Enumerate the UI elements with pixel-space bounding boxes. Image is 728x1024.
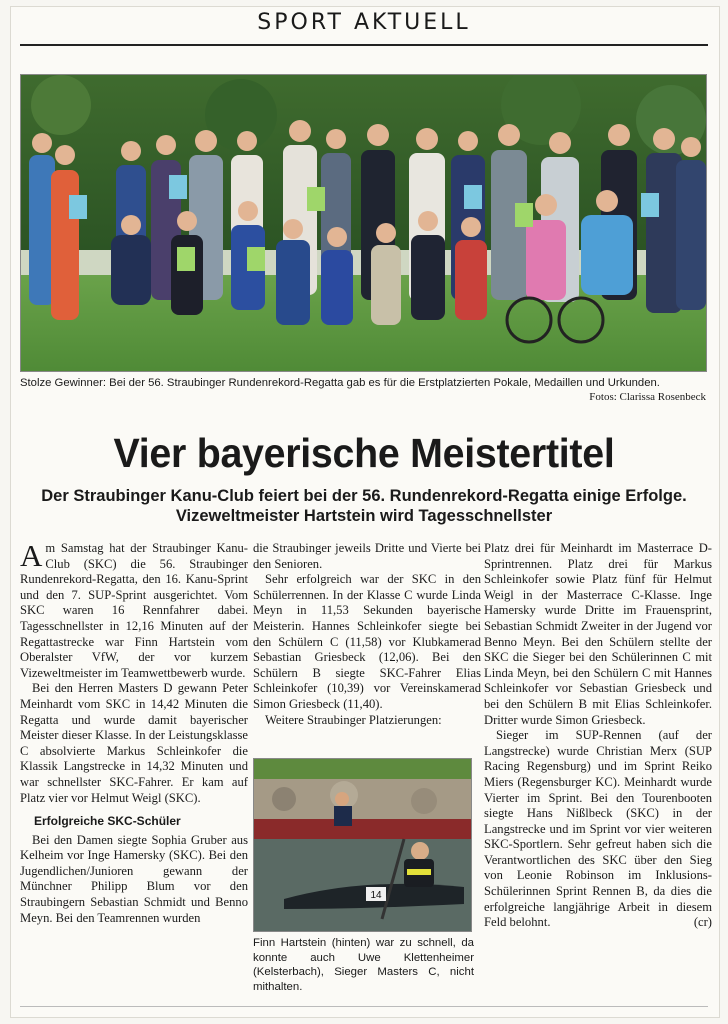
- section-divider: [20, 44, 708, 46]
- group-photo-illustration: [21, 75, 707, 372]
- paragraph-platzierungen: Platz drei für Meinhardt im Masterrace D-Sprintrennen. Platz drei für Markus Schleinkofer sowie Platz fünf für Helmut Weigl in der Masterrace C-Klasse. Inge Hamersky wurde Dritte im Frauensprint, Sebastian Schmidt Zweiter in der Jugend vor Benno Meyn. Bei den Schülern stellte der SKC die Sieger bei den Schülerinnen C mit Linda Meyn, bei den Schülern C mit Hannes Schleinkofer vor Sebastian Griesbeck und bei den Schülern B mit Elias Schleinkofer. Dritter wurde Simon Griesbeck.: [484, 541, 712, 727]
- kayak-photo: [253, 758, 472, 932]
- article-column-3: [484, 541, 712, 931]
- paragraph-masters: Bei den Herren Masters D gewann Peter Meinhardt vom SKC in 14,42 Minuten die Regatta und wurde damit bayerischer Meister dieser Klasse. In der Leistungsklasse C absolvierte Markus Schleinkofer die Klassik Langstrecke in 14,32 Minuten und war schnellster SKC-Fahrer. Er kam auf Platz vier vor Helmut Weigl (SKC).: [20, 681, 248, 805]
- boat-number: 14: [370, 890, 382, 901]
- paragraph-intro: Am Samstag hat der Straubinger Kanu-Club (SKC) die 56. Straubinger Rundenrekord-Regatta, den 16. Kanu-Sprint und den 7. SUP-Sprint ausgerichtet. Vom SKC waren 16 Rennfahrer dabei. Tagesschnellster in 12,16 Minuten auf der Regattastrecke war Finn Hartstein vom Oberalster VfW, der vor kurzem Vizeweltmeister im Teamwettbewerb wurde.: [20, 538, 248, 680]
- subheadline: Der Straubinger Kanu-Club feiert bei der 56. Rundenrekord-Regatta einige Erfolge. Vizeweltmeister Hartstein wird Tagesschnellster: [41, 487, 687, 525]
- paragraph-team-cont: die Straubinger jeweils Dritte und Vierte bei den Senioren.: [253, 541, 481, 571]
- photo-credit: Fotos: Clarissa Rosenbeck: [589, 391, 706, 403]
- paragraph-weitere: Weitere Straubinger Platzierungen:: [265, 712, 442, 727]
- paragraph-sup: Sieger im SUP-Rennen (auf der Langstrecke) wurde Christian Merx (SUP Racing Regensburg) und im Sprint Reiko Miers (Regensburger KC). Meinhardt wurde Vierter im Sprint. Bei den Tourenbooten siegte Hans Nißlbeck (SKC) in der Langstrecke und im Sprint vor vier weiteren SKC-Sportlern. Sehr gefreut haben sich die Verantwortlichen des SKC über den Sieg von Leonie Robinson im Inklusions-Schülerinnen Sprint Rennen B, da dies die erfolgreiche langjährige Arbeit in diesem Feld belohnt. (cr): [484, 728, 712, 930]
- article-column-1: [20, 538, 248, 926]
- group-photo: [20, 74, 707, 372]
- dropcap: A: [20, 538, 43, 573]
- author-signature: (cr): [693, 915, 712, 930]
- paragraph-damen: Bei den Damen siegte Sophia Gruber aus Kelheim vor Inge Hamersky (SKC). Bei den Jugendlichen/Junioren gewann der Münchner Philipp Blum vor den Straubingern Sebastian Schmidt und Benno Meyn. Bei den Teamrennen wurden: [20, 832, 248, 925]
- kayak-photo-caption: Finn Hartstein (hinten) war zu schnell, da konnte auch Uwe Klettenheimer (Kelsterbach), Sieger Masters C, nicht mithalten.: [253, 937, 474, 993]
- bottom-border: [20, 1006, 708, 1007]
- article-column-2: [253, 541, 481, 728]
- kayak-photo-illustration: [254, 759, 472, 932]
- section-subtitle: Erfolgreiche SKC-Schüler: [34, 814, 181, 829]
- headline: Vier bayerische Meistertitel: [113, 430, 615, 476]
- photo-caption: Stolze Gewinner: Bei der 56. Straubinger Rundenrekord-Regatta gab es für die Erstplatzierten Pokale, Medaillen und Urkunden.: [20, 377, 660, 389]
- paragraph-schueler: Sehr erfolgreich war der SKC in den Schülerrennen. In der Klasse C wurde Linda Meyn in 11,53 Sekunden bayerische Meisterin. Hannes Schleinkofer siegte bei den Schülern C (11,58) vor Klubkamerad Sebastian Griesbeck (12,06). Bei den Schülern B siegte SKC-Fahrer Elias Schleinkofer (10,39) vor Vereinskamerad Simon Griesbeck (11,40).: [253, 572, 481, 711]
- section-title: SPORT AKTUELL: [257, 10, 471, 35]
